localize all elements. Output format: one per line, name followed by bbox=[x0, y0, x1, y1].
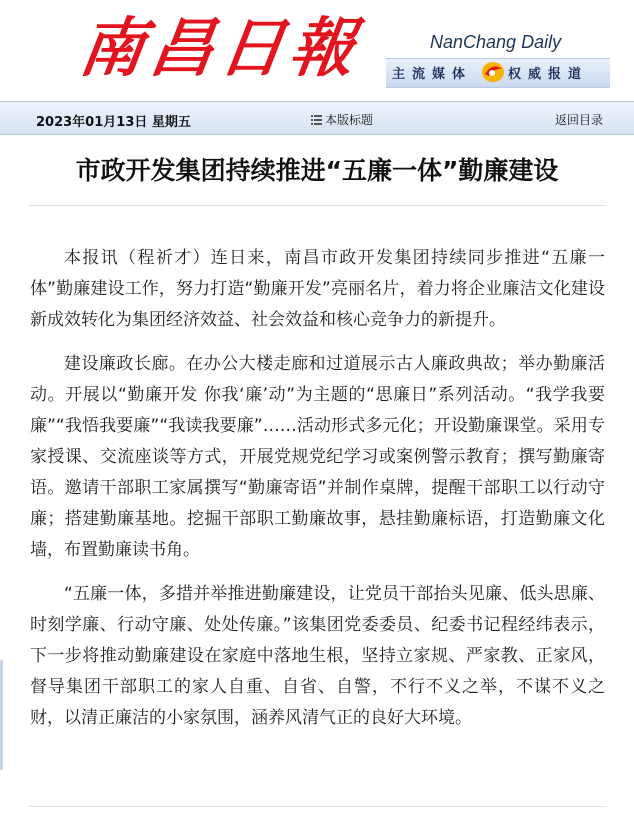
newspaper-logo: 南昌日報 bbox=[74, 11, 366, 86]
bottom-divider bbox=[28, 806, 606, 807]
masthead bbox=[0, 0, 634, 101]
swirl-emblem-icon bbox=[480, 60, 506, 84]
article-paragraph: “五廉一体，多措并举推进勤廉建设，让党员干部抬头见廉、低头思廉、时刻学廉、行动守廉、处处传廉。”该集团党委委员、纪委书记程经纬表示，下一步将推动勤廉建设在家庭中落地生根，坚持立家规、严家教、正家风，督导集团干部职工的家人自重、自省、自警，不行不义之举，不谋不义之财，以清正廉洁的小家氛围，涵养风清气正的良好大环境。 bbox=[30, 584, 605, 728]
title-divider bbox=[28, 205, 606, 206]
article-body bbox=[30, 243, 605, 747]
list-icon bbox=[311, 114, 322, 125]
article-paragraph: 建设廉政长廊。在办公大楼走廊和过道展示古人廉政典故；举办勤廉活动。开展以“勤廉开发 你我‘廉’动”为主题的“思廉日”系列活动。“我学我要廉”“我悟我要廉”“我读我要廉”……活动形式多元化；开设勤廉课堂。采用专家授课、交流座谈等方式，开展党规党纪学习或案例警示教育；撰写勤廉寄语。邀请干部职工家属撰写“勤廉寄语”并制作桌牌，提醒干部职工以行动守廉；搭建勤廉基地。挖掘干部职工勤廉故事，悬挂勤廉标语，打造勤廉文化墙，布置勤廉读书角。 bbox=[30, 354, 605, 560]
article-title: 市政开发集团持续推进“五廉一体”勤廉建设 bbox=[75, 156, 559, 185]
issue-date: 2023年01月13日 星期五 bbox=[36, 115, 191, 130]
board-titles-label[interactable]: 本版标题 bbox=[325, 113, 374, 127]
slogan-left: 主流媒体 bbox=[392, 67, 473, 82]
article-paragraph: 本报讯（程祈才）连日来，南昌市政开发集团持续同步推进“五廉一体”勤廉建设工作，努力打造“勤廉开发”亮丽名片，着力将企业廉洁文化建设新成效转化为集团经济效益、社会效益和核心竞争力的新提升。 bbox=[30, 248, 605, 330]
board-titles-link[interactable] bbox=[311, 111, 373, 128]
english-name: NanChang Daily bbox=[430, 32, 562, 52]
slogan-right: 权威报道 bbox=[508, 67, 589, 82]
back-to-contents-link[interactable]: 返回目录 bbox=[555, 113, 604, 127]
side-accent bbox=[0, 660, 3, 770]
